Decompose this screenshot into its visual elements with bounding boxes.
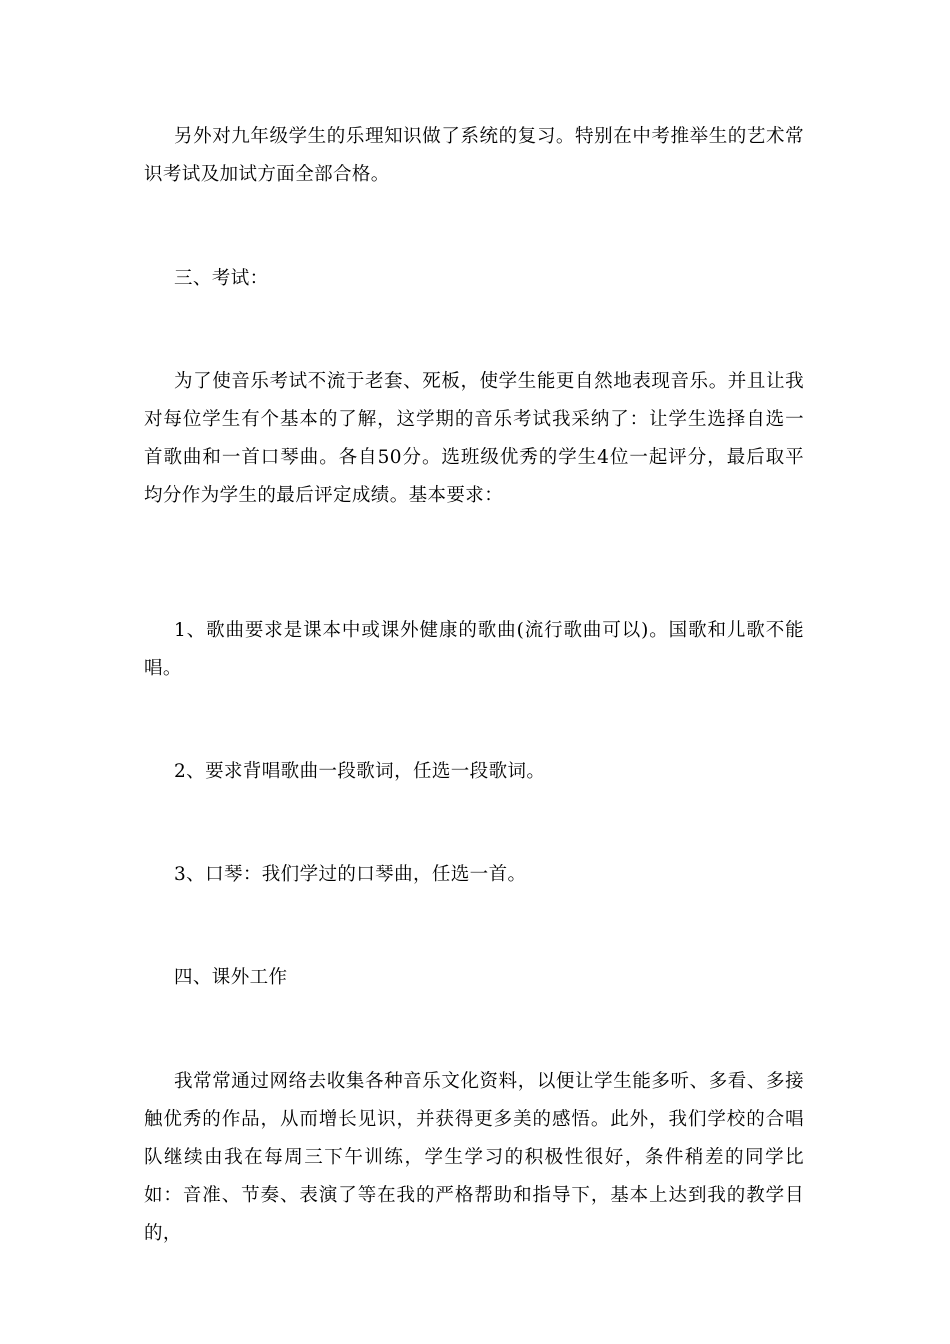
- section-heading-extracurricular: 四、课外工作: [174, 967, 288, 988]
- paragraph-extracurricular-work: 我常常通过网络去收集各种音乐文化资料，以便让学生能多听、多看、多接触优秀的作品，从而增长见识，并获得更多美的感悟。此外，我们学校的合唱队继续由我在每周三下午训练，学生学习的积极性很好，条件稍差的同学比如：音准、节奏、表演了等在我的严格帮助和指导下，基本上达到我的教学目的，: [144, 1071, 804, 1244]
- paragraph-exam-description: 为了使音乐考试不流于老套、死板，使学生能更自然地表现音乐。并且让我对每位学生有个基本的了解，这学期的音乐考试我采纳了：让学生选择自选一首歌曲和一首口琴曲。各自50分。选班级优秀的学生4位一起评分，最后取平均分作为学生的最后评定成绩。基本要求：: [144, 371, 804, 506]
- paragraph-requirement-2: 2、要求背唱歌曲一段歌词，任选一段歌词。: [174, 761, 546, 782]
- paragraph-requirement-3: 3、口琴：我们学过的口琴曲，任选一首。: [174, 864, 527, 885]
- section-heading-exam: 三、考试：: [174, 268, 269, 289]
- paragraph-music-theory-review: 另外对九年级学生的乐理知识做了系统的复习。特别在中考推举生的艺术常识考试及加试方面全部合格。: [144, 126, 804, 185]
- paragraph-requirement-1: 1、歌曲要求是课本中或课外健康的歌曲(流行歌曲可以)。国歌和儿歌不能唱。: [144, 620, 804, 679]
